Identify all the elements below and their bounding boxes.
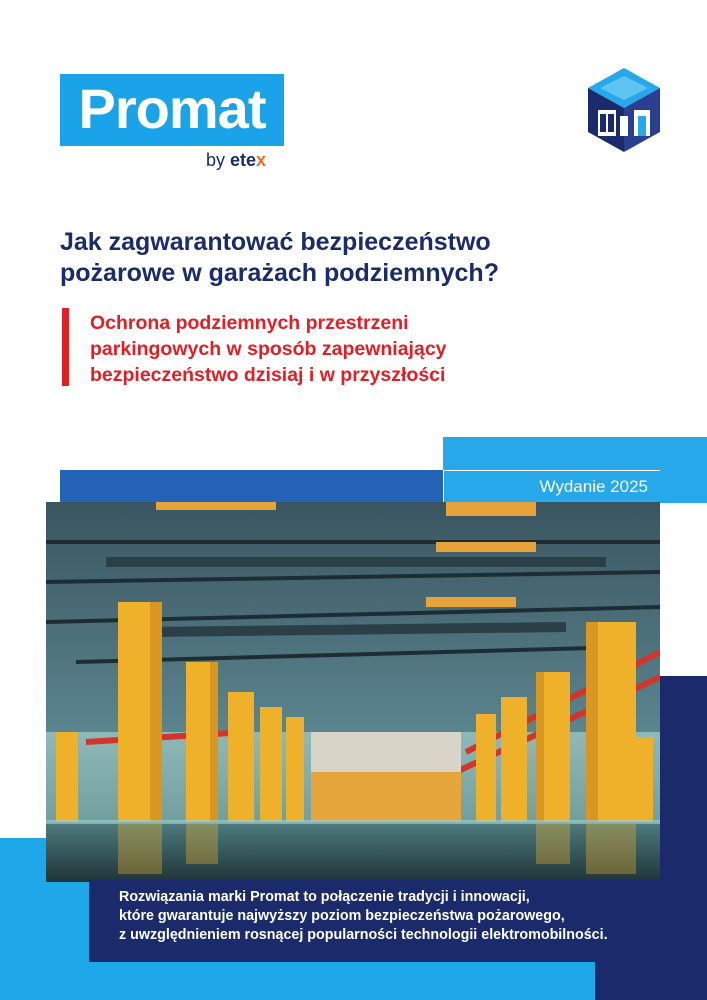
subtitle-line: parkingowych w sposób zapewniający bbox=[90, 338, 447, 360]
footer-line: Rozwiązania marki Promat to połączenie tradycji i innowacji, bbox=[119, 889, 530, 905]
subtitle bbox=[90, 310, 650, 388]
blue-band bbox=[60, 470, 445, 502]
cube-building-icon bbox=[584, 66, 664, 154]
etex-name: ete bbox=[230, 150, 257, 170]
page-title bbox=[60, 227, 660, 289]
promat-logo bbox=[60, 74, 284, 146]
title-line: Jak zagwarantować bezpieczeństwo bbox=[60, 228, 491, 256]
title-line: pożarowe w garażach podziemnych? bbox=[60, 259, 499, 287]
footer-line: które gwarantuje najwyższy poziom bezpieczeństwa pożarowego, bbox=[119, 908, 565, 924]
etex-x: x bbox=[256, 150, 267, 170]
footer-text bbox=[119, 888, 707, 945]
footer-line: z uwzględnieniem rosnącej popularności technologii elektromobilności. bbox=[119, 927, 608, 943]
underground-garage-photo bbox=[46, 502, 660, 882]
edition-text: Wydanie 2025 bbox=[539, 476, 648, 496]
edition-label bbox=[443, 470, 660, 502]
logo-text: Promat bbox=[78, 76, 266, 140]
subtitle-line: bezpieczeństwo dzisiaj i w przyszłości bbox=[90, 364, 446, 386]
by-etex-tagline bbox=[206, 150, 266, 171]
red-accent-bar bbox=[62, 308, 69, 386]
subtitle-line: Ochrona podziemnych przestrzeni bbox=[90, 312, 409, 334]
footer-text-box bbox=[89, 880, 707, 962]
by-prefix: by bbox=[206, 150, 231, 170]
